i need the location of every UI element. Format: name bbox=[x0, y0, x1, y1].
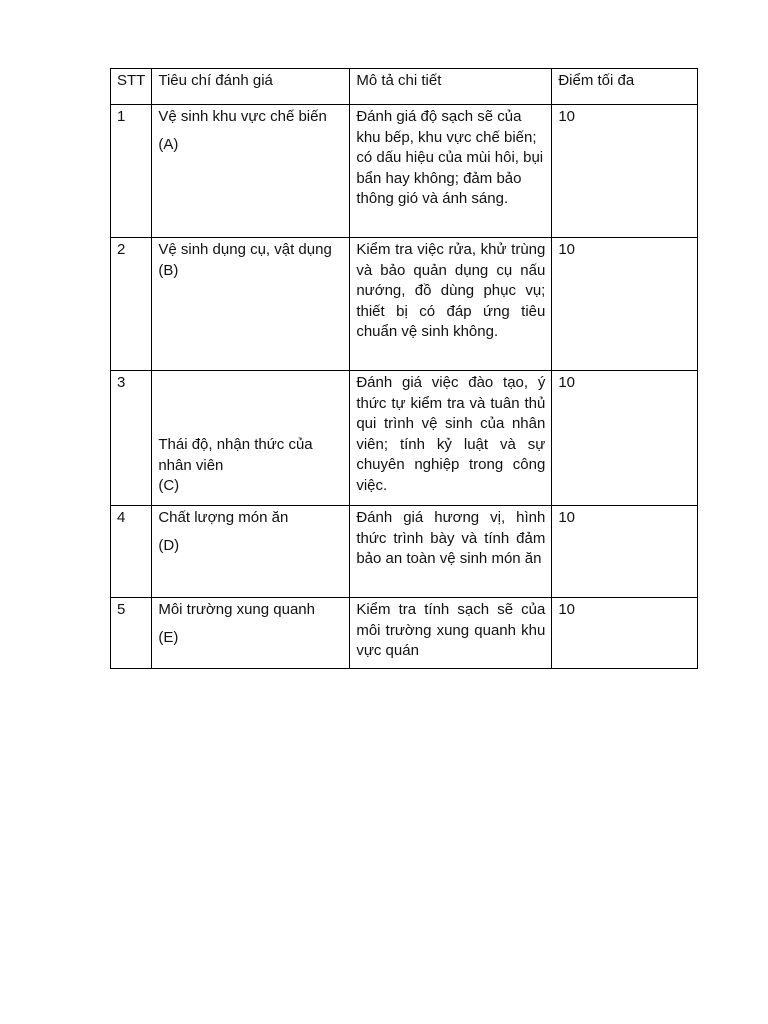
header-criterion: Tiêu chí đánh giá bbox=[152, 69, 350, 105]
row-criterion bbox=[152, 598, 350, 669]
row-criterion bbox=[152, 105, 350, 238]
row-description: Đánh giá hương vị, hình thức trình bày và tính đảm bảo an toàn vệ sinh món ăn bbox=[350, 506, 552, 598]
criterion-name: Vệ sinh khu vực chế biến bbox=[158, 108, 327, 125]
row-description: Đánh giá độ sạch sẽ của khu bếp, khu vực chế biến; có dấu hiệu của mùi hôi, bụi bẩn hay không; đảm bảo thông gió và ánh sáng. bbox=[350, 105, 552, 238]
criterion-code: (D) bbox=[158, 536, 180, 554]
row-max-score: 10 bbox=[552, 506, 698, 598]
row-max-score: 10 bbox=[552, 105, 698, 238]
row-criterion bbox=[152, 506, 350, 598]
row-max-score: 10 bbox=[552, 598, 698, 669]
row-description: Đánh giá việc đào tạo, ý thức tự kiểm tra và tuân thủ qui trình vệ sinh của nhân viên; tính kỷ luật và sự chuyên nghiệp trong công việc. bbox=[350, 371, 552, 506]
header-description: Mô tả chi tiết bbox=[350, 69, 552, 105]
row-description: Kiểm tra việc rửa, khử trùng và bảo quản dụng cụ nấu nướng, đồ dùng phục vụ; thiết bị có đáp ứng tiêu chuẩn vệ sinh không. bbox=[350, 238, 552, 371]
evaluation-criteria-table bbox=[110, 68, 698, 669]
table-row bbox=[111, 598, 698, 669]
table-row bbox=[111, 506, 698, 598]
header-max-score: Điểm tối đa bbox=[552, 69, 698, 105]
header-stt: STT bbox=[111, 69, 152, 105]
criterion-code: (C) bbox=[158, 477, 180, 494]
row-criterion bbox=[152, 371, 350, 506]
criterion-name: Môi trường xung quanh bbox=[158, 601, 315, 618]
row-stt: 5 bbox=[111, 598, 152, 669]
table-row bbox=[111, 105, 698, 238]
criterion-code: (A) bbox=[158, 135, 179, 153]
table-row bbox=[111, 371, 698, 506]
criterion-name: Vệ sinh dụng cụ, vật dụng bbox=[158, 241, 332, 258]
row-description: Kiểm tra tính sạch sẽ của môi trường xung quanh khu vực quán bbox=[350, 598, 552, 669]
row-stt: 2 bbox=[111, 238, 152, 371]
criterion-name: Thái độ, nhận thức của nhân viên bbox=[158, 436, 313, 474]
criterion-code: (B) bbox=[158, 261, 179, 279]
criterion-spacer bbox=[158, 373, 343, 435]
row-stt: 4 bbox=[111, 506, 152, 598]
row-stt: 3 bbox=[111, 371, 152, 506]
row-stt: 1 bbox=[111, 105, 152, 238]
table-header-row bbox=[111, 69, 698, 105]
row-max-score: 10 bbox=[552, 371, 698, 506]
row-criterion bbox=[152, 238, 350, 371]
table-row bbox=[111, 238, 698, 371]
criterion-code: (E) bbox=[158, 628, 179, 646]
criterion-name: Chất lượng món ăn bbox=[158, 509, 289, 526]
row-max-score: 10 bbox=[552, 238, 698, 371]
